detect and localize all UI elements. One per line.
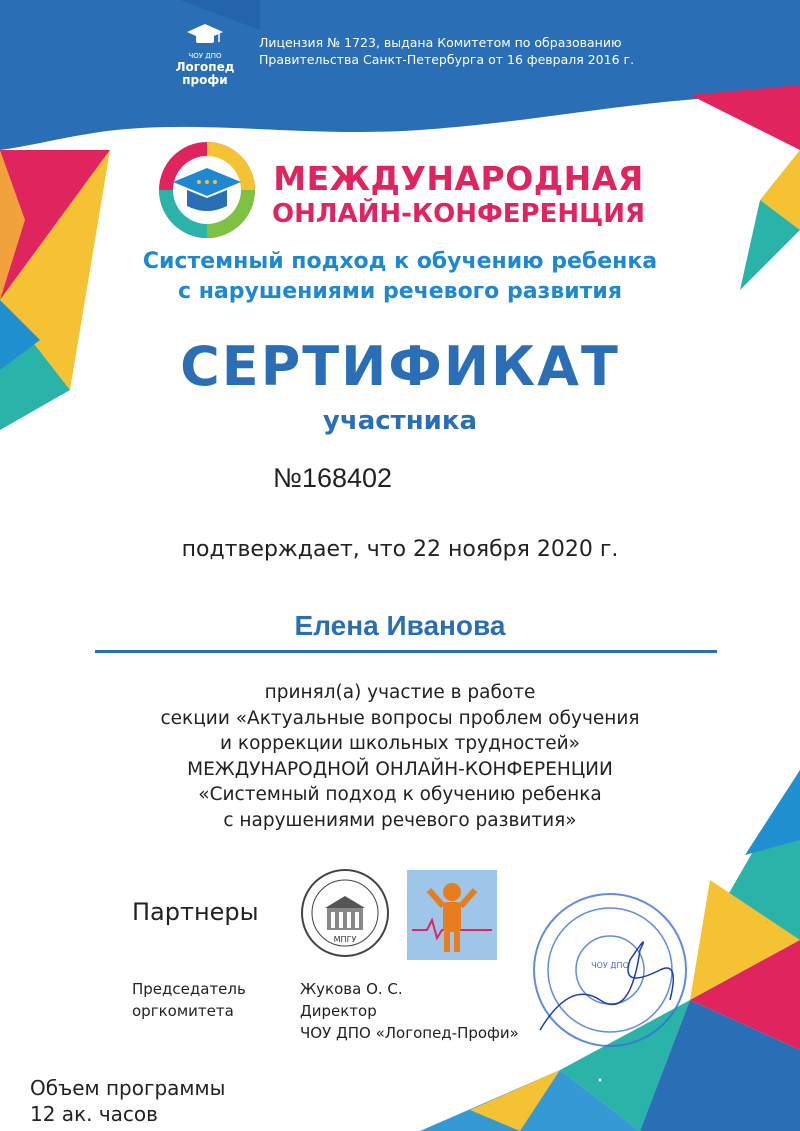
participant-name: Елена Иванова — [294, 610, 506, 641]
conference-title — [272, 160, 645, 230]
participation-line-4: МЕЖДУНАРОДНОЙ ОНЛАЙН-КОНФЕРЕНЦИИ — [187, 758, 613, 780]
director-org: ЧОУ ДПО «Логопед-Профи» — [300, 1024, 519, 1042]
confirmation-text: подтверждает, что 22 ноября 2020 г. — [181, 537, 619, 562]
header-logo-org: ЧОУ ДПО — [188, 52, 222, 60]
partners-label: Партнеры — [132, 898, 259, 926]
conference-topic — [140, 247, 660, 307]
participation-line-1: принял(а) участие в работе — [264, 682, 536, 703]
participation-line-6: с нарушениями речевого развития» — [223, 809, 577, 831]
license-text — [259, 34, 634, 68]
child-figure-icon — [407, 870, 497, 960]
certificate-title: СЕРТИФИКАТ — [180, 335, 620, 398]
name-underline — [95, 650, 717, 653]
license-line-2: Правительства Санкт-Петербурга от 16 февраля 2016 г. — [259, 52, 635, 67]
chair-line-1: Председатель — [132, 980, 246, 998]
certificate-subtitle: участника — [322, 406, 478, 436]
mpgu-logo-label: МПГУ — [333, 935, 357, 944]
participation-line-5: «Системный подход к обучению ребенка — [198, 784, 602, 805]
participation-text — [100, 680, 700, 833]
official-stamp — [530, 890, 690, 1050]
header-logo-line2: профи — [182, 73, 228, 87]
participation-line-2: секции «Актуальные вопросы проблем обучения — [160, 707, 640, 729]
program-volume — [30, 1075, 225, 1127]
director-name: Жукова О. С. — [300, 980, 403, 998]
chair-line-2: оргкомитета — [132, 1002, 234, 1020]
header-logo-line1: Логопед — [175, 60, 235, 74]
stamp-label: ЧОУ ДПО — [591, 961, 629, 970]
conference-topic-line-1: Системный подход к обучению ребенка — [142, 249, 658, 274]
conference-title-line-2: ОНЛАЙН-КОНФЕРЕНЦИЯ — [272, 199, 646, 229]
director-title: Директор — [300, 1002, 377, 1020]
conference-title-line-1: МЕЖДУНАРОДНАЯ — [273, 159, 644, 198]
header-logo — [170, 22, 240, 87]
mpgu-logo — [300, 868, 390, 958]
program-volume-label: Объем программы — [30, 1076, 226, 1100]
partner-child-logo — [407, 870, 497, 960]
graduation-cap-icon — [185, 22, 225, 48]
participation-line-3: и коррекции школьных трудностей» — [220, 733, 580, 754]
conference-logo — [157, 140, 257, 240]
certificate-number: №168402 — [273, 463, 393, 493]
chair-label — [132, 978, 246, 1022]
license-line-1: Лицензия № 1723, выдана Комитетом по образованию — [259, 35, 622, 50]
conference-topic-line-2: с нарушениями речевого развития — [178, 279, 622, 304]
program-volume-hours: 12 ак. часов — [30, 1102, 158, 1126]
director-info — [300, 978, 519, 1044]
